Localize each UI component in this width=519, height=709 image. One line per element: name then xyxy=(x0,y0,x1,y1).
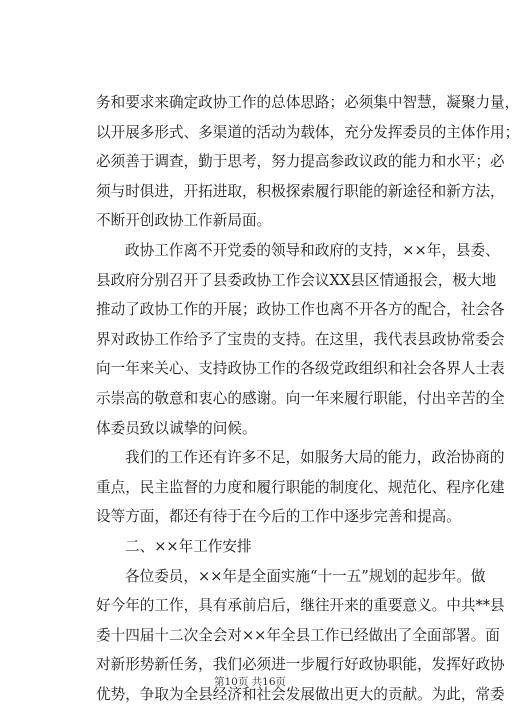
text-line: 设等方面，都还有待于在今后的工作中逐步完善和提高。 xyxy=(96,508,461,526)
text-line: 委十四届十二次全会对××年全县工作已经做出了全面部署。面 xyxy=(96,626,500,644)
text-line: 对新形势新任务，我们必须进一步履行好政协职能，发挥好政协 xyxy=(96,656,505,674)
text-line: 重点，民主监督的力度和履行职能的制度化、规范化、程序化建 xyxy=(96,478,505,496)
text-line: 不断开创政协工作新局面。 xyxy=(96,212,272,230)
paragraph-first-line: 各位委员，××年是全面实施“十一五”规划的起步年。做 xyxy=(125,567,486,585)
section-heading: 二、××年工作安排 xyxy=(125,537,252,555)
text-line: 务和要求来确定政协工作的总体思路；必须集中智慧，凝聚力量， xyxy=(96,94,519,111)
text-line: 向一年来关心、支持政协工作的各级党政组织和社会各界人士表 xyxy=(96,360,505,378)
text-line: 推动了政协工作的开展；政协工作也离不开各方的配合，社会各 xyxy=(96,301,505,319)
document-body xyxy=(96,88,519,709)
text-line: 优势，争取为全县经济和社会发展做出更大的贡献。为此，常委 xyxy=(96,685,505,703)
text-line: 界对政协工作给予了宝贵的支持。在这里，我代表县政协常委会 xyxy=(96,330,505,348)
text-line: 好今年的工作，具有承前启后，继往开来的重要意义。中共**县 xyxy=(96,597,505,615)
text-line: 体委员致以诚挚的问候。 xyxy=(96,419,257,437)
text-line: 以开展多形式、多渠道的活动为载体，充分发挥委员的主体作用； xyxy=(96,123,519,141)
text-line: 县政府分别召开了县委政协工作会议XX县区情通报会，极大地 xyxy=(96,271,497,289)
paragraph-first-line: 我们的工作还有许多不足，如服务大局的能力，政治协商的 xyxy=(125,449,505,467)
text-line: 必须善于调查，勤于思考，努力提高参政议政的能力和水平；必 xyxy=(96,153,505,171)
page-number-footer: 第10页 共16页 xyxy=(213,676,287,688)
text-line: 示崇高的敬意和衷心的感谢。向一年来履行职能，付出辛苦的全 xyxy=(96,389,505,407)
paragraph-first-line: 政协工作离不开党委的领导和政府的支持，××年，县委、 xyxy=(125,241,500,259)
text-line: 须与时俱进，开拓进取，积极探索履行职能的新途径和新方法， xyxy=(96,182,505,200)
